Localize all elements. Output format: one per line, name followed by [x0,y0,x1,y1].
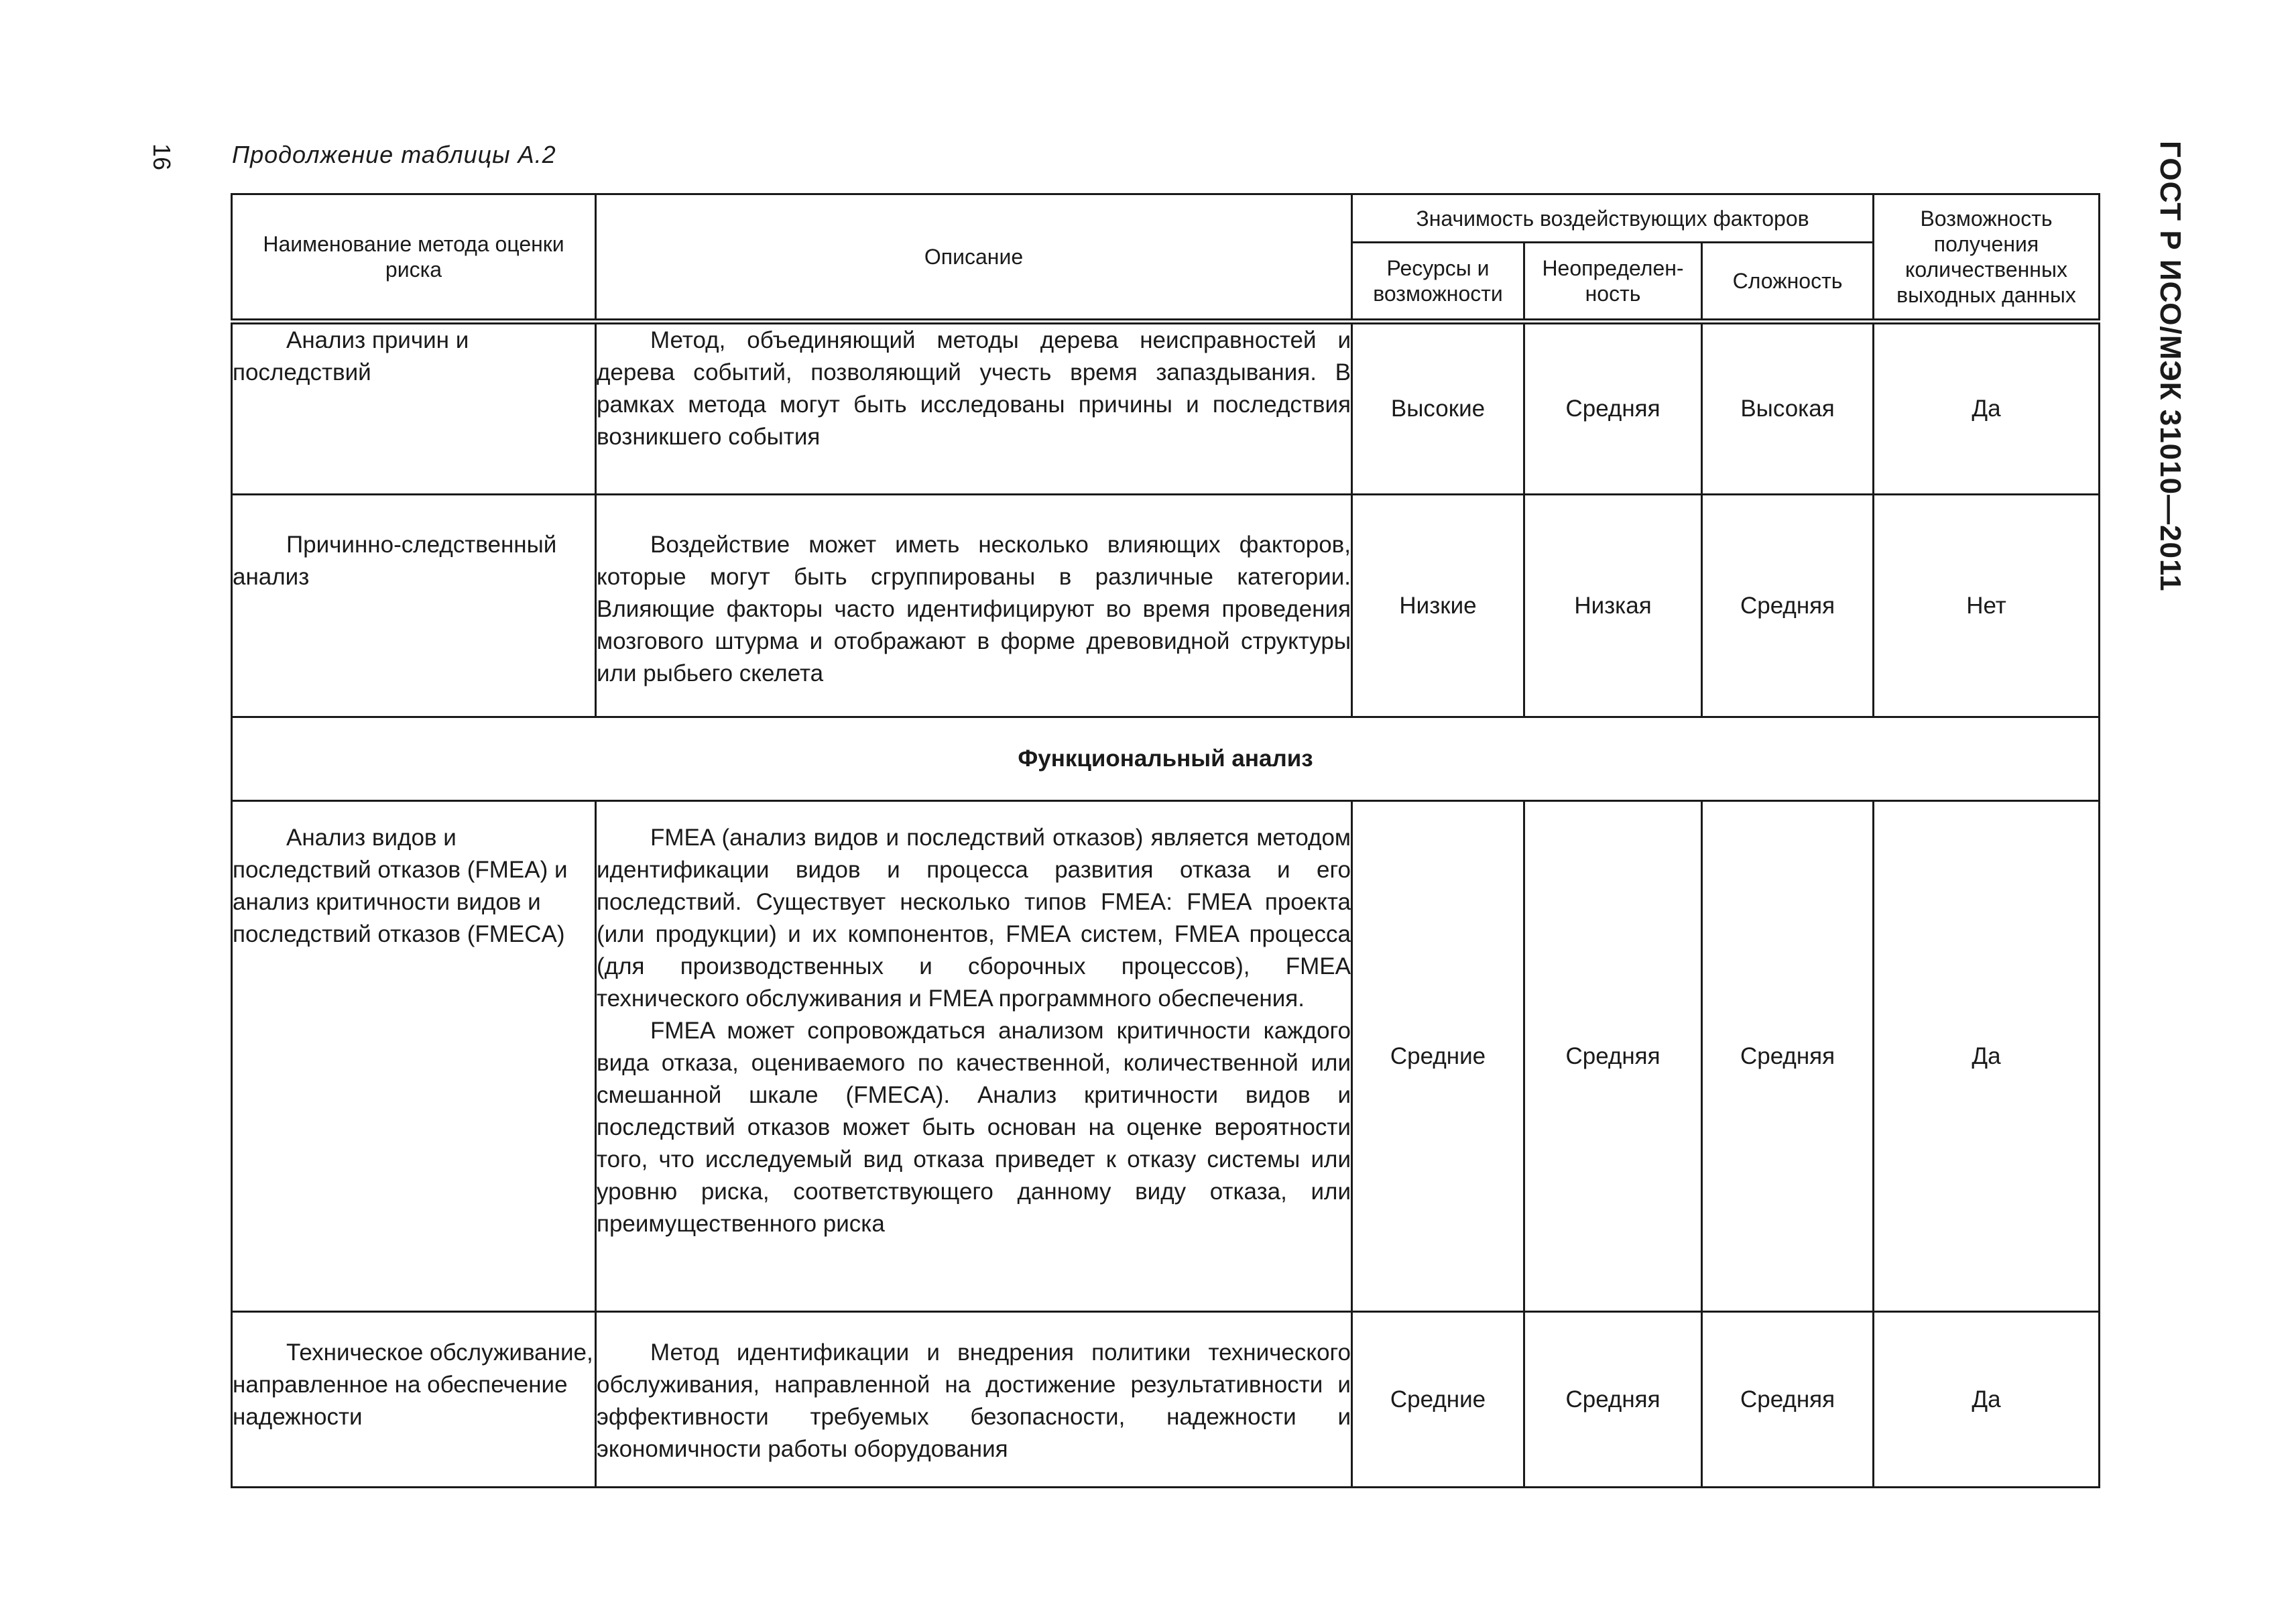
header-resources: Ресурсы и возможности [1352,243,1524,322]
header-quantitative-output: Возможность получения количественных выходных данных [1874,194,2100,322]
header-factors-group: Значимость воздействующих факторов [1352,194,1874,243]
header-uncertainty: Неопределен-ность [1524,243,1702,322]
resources-value: Средние [1352,1312,1524,1488]
table-row [232,322,2100,495]
complexity-value: Средняя [1702,801,1874,1312]
complexity-value: Средняя [1702,1312,1874,1488]
header-description: Описание [596,194,1352,322]
quantitative-value: Нет [1874,495,2100,717]
quantitative-value: Да [1874,322,2100,495]
method-name: Причинно-следственный анализ [232,495,596,717]
resources-value: Средние [1352,801,1524,1312]
resources-value: Низкие [1352,495,1524,717]
table-row [232,801,2100,1312]
uncertainty-value: Низкая [1524,495,1702,717]
method-description: Метод идентификации и внедрения политики технического обслуживания, направленной на достижение результативности и эффективности требуемых безопасности, надежности и экономичности работы оборудования [596,1312,1352,1488]
header-complexity: Сложность [1702,243,1874,322]
uncertainty-value: Средняя [1524,322,1702,495]
uncertainty-value: Средняя [1524,801,1702,1312]
complexity-value: Высокая [1702,322,1874,495]
complexity-value: Средняя [1702,495,1874,717]
quantitative-value: Да [1874,801,2100,1312]
standard-code: ГОСТ Р ИСО/МЭК 31010—2011 [2154,141,2187,592]
uncertainty-value: Средняя [1524,1312,1702,1488]
method-description: Воздействие может иметь несколько влияющих факторов, которые могут быть сгруппированы в различные категории. Влияющие факторы часто идентифицируют во время проведения мозгового штурма и отображают в форме древовидной структуры или рыбьего скелета [596,495,1352,717]
method-description: Метод, объединяющий методы дерева неисправностей и дерева событий, позволяющий учесть время запаздывания. В рамках метода могут быть исследованы причины и последствия возникшего события [596,322,1352,495]
section-title: Функциональный анализ [232,717,2100,801]
method-description: FMEA (анализ видов и последствий отказов) является методом идентификации видов и процесса развития отказа и его последствий. Существует несколько типов FMEA: FMEA проекта (или продукции) и их компонентов, FMEA систем, FMEA процесса (для производственных и сборочных процессов), FMEA технического обслуживания и FMEA программного обеспечения. FMEA может сопровождаться анализом критичности каждого вида отказа, оцениваемого по качественной, количественной или смешанной шкале (FMECA). Анализ критичности видов и последствий отказов может быть основан на оценке вероятности того, что исследуемый вид отказа приведет к отказу системы или уровню риска, соответствующего данному виду отказа, или преимущественного риска [596,801,1352,1312]
resources-value: Высокие [1352,322,1524,495]
page-number: 16 [148,143,176,171]
method-name: Техническое обслуживание, направленное на обеспечение надежности [232,1312,596,1488]
table-row [232,495,2100,717]
methods-table [231,193,2100,1488]
section-row [232,717,2100,801]
quantitative-value: Да [1874,1312,2100,1488]
method-name: Анализ причин и последствий [232,322,596,495]
table-row [232,1312,2100,1488]
table-continuation-caption: Продолжение таблицы А.2 [232,141,556,168]
header-method-name: Наименование метода оценки риска [232,194,596,322]
method-name: Анализ видов и последствий отказов (FMEA) и анализ критичности видов и последствий отказов (FMECA) [232,801,596,1312]
